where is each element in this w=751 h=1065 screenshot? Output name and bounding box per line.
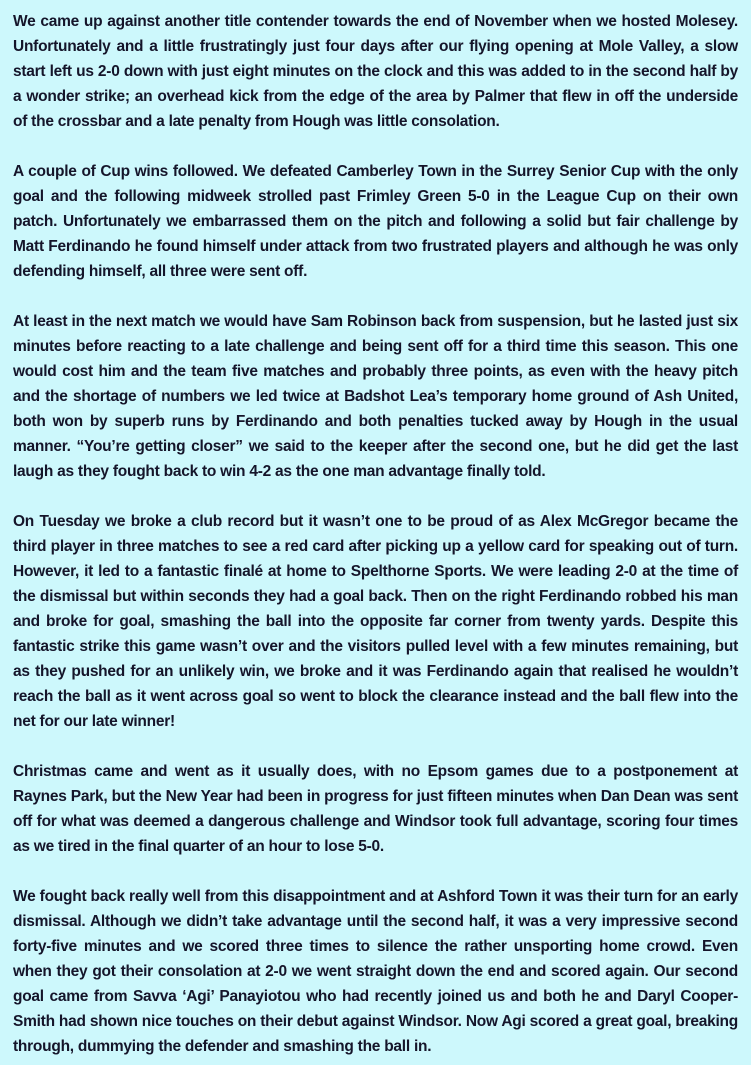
paragraph-molesey-match: We came up against another title contender towards the end of November when we hosted Molesey. Unfortunately and a little frustratingly just four days after our flying opening at Mole Valley, a slow start left us 2-0 down with just eight minutes on the clock and this was added to in the second half by a wonder strike; an overhead kick from the edge of the area by Palmer that flew in off the underside of the crossbar and a late penalty from Hough was little consolation. bbox=[13, 13, 738, 130]
paragraph-cup-wins: A couple of Cup wins followed. We defeated Camberley Town in the Surrey Senior Cup with the only goal and the following midweek strolled past Frimley Green 5-0 in the League Cup on their own patch. Unfortunately we embarrassed them on the pitch and following a solid but fair challenge by Matt Ferdinando he found himself under attack from two frustrated players and although he was only defending himself, all three were sent off. bbox=[13, 163, 738, 280]
paragraph-mcgregor-spelthorne: On Tuesday we broke a club record but it wasn’t one to be proud of as Alex McGregor became the third player in three matches to see a red card after picking up a yellow card for speaking out of turn. However, it led to a fantastic finalé at home to Spelthorne Sports. We were leading 2-0 at the time of the dismissal but within seconds they had a goal back. Then on the right Ferdinando robbed his man and broke for goal, smashing the ball into the opposite far corner from twenty yards. Despite this fantastic strike this game wasn’t over and the visitors pulled level with a few minutes remaining, but as they pushed for an unlikely win, we broke and it was Ferdinando again that realised he wouldn’t reach the ball as it went across goal so went to block the clearance instead and the ball flew into the net for our late winner! bbox=[13, 513, 738, 730]
paragraph-ashford-town: We fought back really well from this disappointment and at Ashford Town it was their turn for an early dismissal. Although we didn’t take advantage until the second half, it was a very impressive second forty-five minutes and we scored three times to silence the rather unsporting home crowd. Even when they got their consolation at 2-0 we went straight down the end and scored again. Our second goal came from Savva ‘Agi’ Panayiotou who had recently joined us and both he and Daryl Cooper-Smith had shown nice touches on their debut against Windsor. Now Agi scored a great goal, breaking through, dummying the defender and smashing the ball in. bbox=[13, 888, 738, 1055]
paragraph-christmas-windsor: Christmas came and went as it usually does, with no Epsom games due to a postponement at Raynes Park, but the New Year had been in progress for just fifteen minutes when Dan Dean was sent off for what was deemed a dangerous challenge and Windsor took full advantage, scoring four times as we tired in the final quarter of an hour to lose 5-0. bbox=[13, 763, 738, 855]
paragraph-robinson-badshot-lea: At least in the next match we would have Sam Robinson back from suspension, but he lasted just six minutes before reacting to a late challenge and being sent off for a third time this season. This one would cost him and the team five matches and probably three points, as even with the heavy pitch and the shortage of numbers we led twice at Badshot Lea’s temporary home ground of Ash United, both won by superb runs by Ferdinando and both penalties tucked away by Hough in the usual manner. “You’re getting closer” we said to the keeper after the second one, but he did get the last laugh as they fought back to win 4-2 as the one man advantage finally told. bbox=[13, 313, 738, 480]
